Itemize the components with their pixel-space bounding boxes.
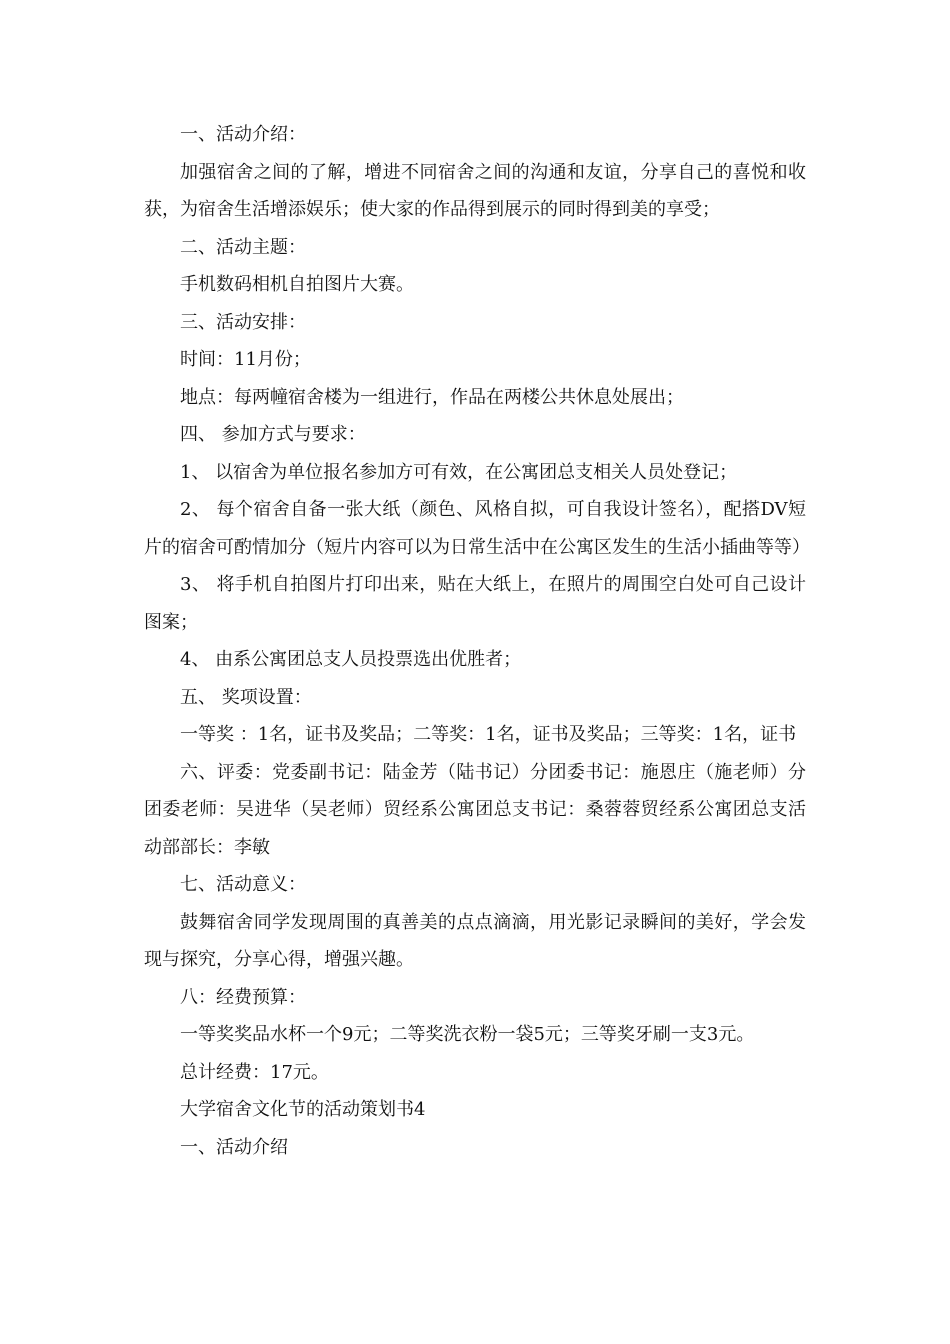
section-heading-intro-2: 一、活动介绍 — [180, 1136, 288, 1158]
section-heading-intro: 一、活动介绍： — [180, 124, 306, 145]
paragraph-location: 地点：每两幢宿舍楼为一组进行，作品在两楼公共休息处展出； — [180, 386, 684, 408]
paragraph-budget-items: 一等奖奖品水杯一个9元；二等奖洗衣粉一袋5元；三等奖牙刷一支3元。 — [180, 1024, 755, 1045]
section-heading-arrangement: 三、活动安排： — [180, 311, 306, 333]
paragraph-awards-body: 一等奖 ：1名，证书及奖品；二等奖：1名，证书及奖品；三等奖：1名，证书 — [180, 724, 797, 745]
paragraph-theme-body: 手机数码相机自拍图片大赛。 — [180, 274, 414, 295]
paragraph-time: 时间：11月份； — [180, 349, 311, 370]
paragraph-intro-body: 加强宿舍之间的了解，增进不同宿舍之间的沟通和友谊，分享自己的喜悦和收获，为宿舍生活增添娱乐；使大家的作品得到展示的同时得到美的享受； — [144, 161, 806, 220]
list-item-4: 4、 由系公寓团总支人员投票选出优胜者； — [180, 649, 522, 670]
paragraph-judges: 六、评委：党委副书记：陆金芳（陆书记）分团委书记：施恩庄（施老师）分团委老师：吴进华（吴老师）贸经系公寓团总支书记：桑蓉蓉贸经系公寓团总支活动部部长：李敏 — [144, 761, 806, 858]
section-heading-significance: 七、活动意义： — [180, 874, 306, 895]
document-subtitle: 大学宿舍文化节的活动策划书4 — [180, 1099, 426, 1120]
section-heading-budget: 八：经费预算： — [180, 986, 306, 1008]
document-page — [144, 116, 810, 1166]
section-heading-theme: 二、活动主题： — [180, 236, 306, 258]
paragraph-budget-total: 总计经费：17元。 — [180, 1061, 329, 1083]
section-heading-participation: 四、 参加方式与要求： — [180, 424, 366, 445]
list-item-3: 3、 将手机自拍图片打印出来，贴在大纸上，在照片的周围空白处可自己设计图案； — [144, 574, 806, 633]
paragraph-significance-body: 鼓舞宿舍同学发现周围的真善美的点点滴滴，用光影记录瞬间的美好，学会发现与探究，分享心得，增强兴趣。 — [144, 911, 806, 970]
list-item-2: 2、 每个宿舍自备一张大纸（颜色、风格自拟，可自我设计签名），配搭DV短片的宿舍可酌情加分（短片内容可以为日常生活中在公寓区发生的生活小插曲等等） — [144, 499, 810, 558]
section-heading-awards: 五、 奖项设置： — [180, 686, 312, 708]
list-item-1: 1、 以宿舍为单位报名参加方可有效，在公寓团总支相关人员处登记； — [180, 461, 738, 483]
